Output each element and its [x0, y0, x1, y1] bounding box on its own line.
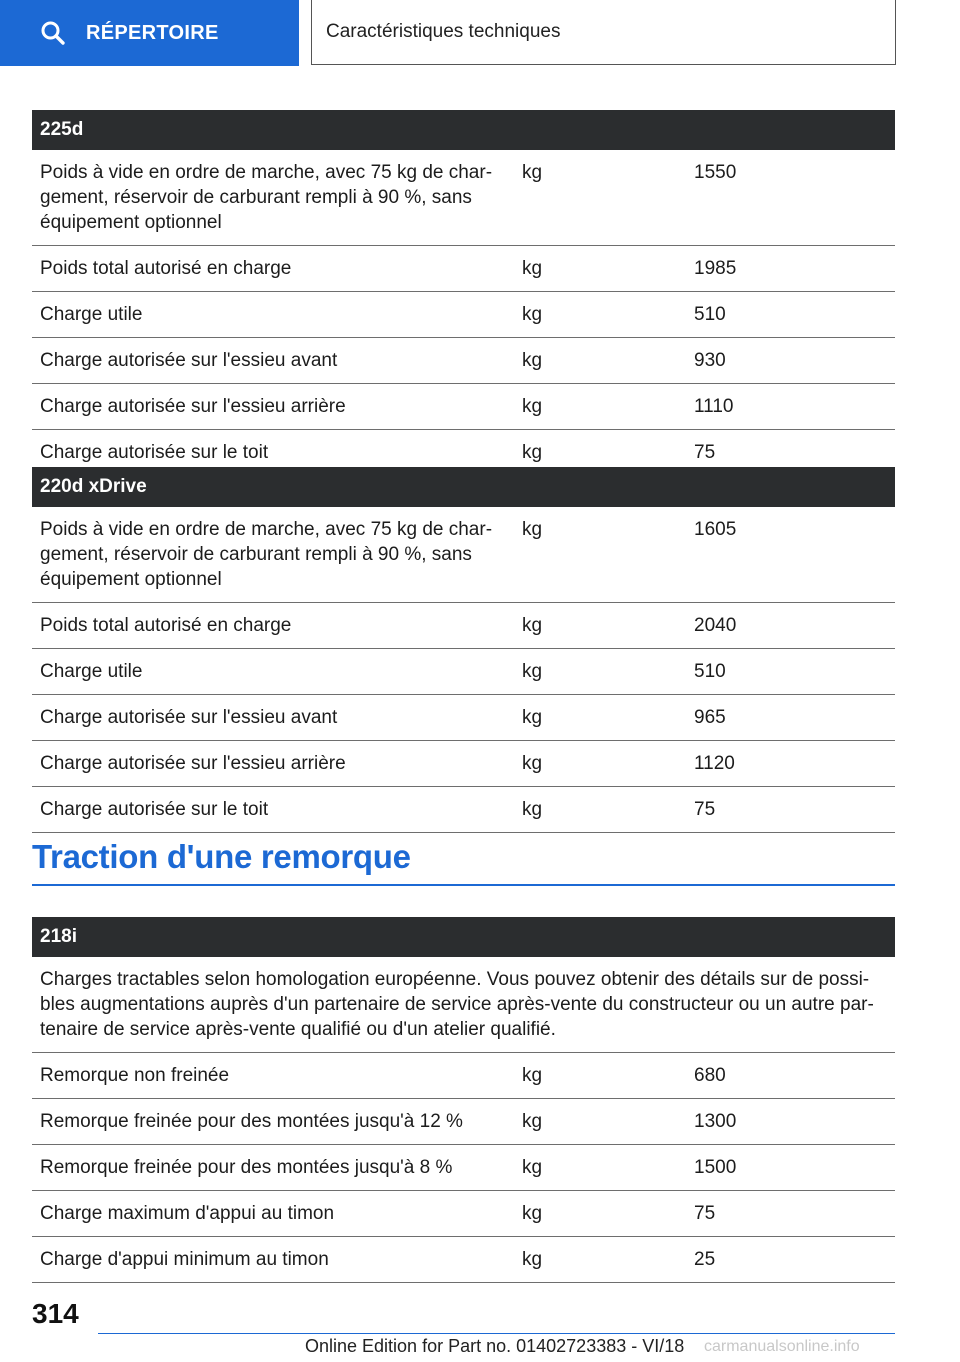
row-value: 1605 [686, 507, 895, 603]
row-value: 75 [686, 787, 895, 833]
row-value: 1300 [686, 1099, 895, 1145]
row-label: Poids total autorisé en charge [32, 603, 514, 649]
table-row [32, 1237, 895, 1283]
table-row [32, 1191, 895, 1237]
table-title: 225d [32, 110, 895, 150]
row-label: Remorque freinée pour des montées jusqu'à 8 % [32, 1145, 514, 1191]
row-label: Charge autorisée sur le toit [32, 430, 514, 476]
row-unit: kg [514, 1099, 686, 1145]
table-title: 220d xDrive [32, 467, 895, 507]
watermark: carmanualsonline.info [704, 1338, 860, 1355]
row-unit: kg [514, 430, 686, 476]
breadcrumb[interactable] [311, 0, 896, 65]
section-heading [32, 838, 895, 886]
row-label: Remorque freinée pour des montées jusqu'à 12 % [32, 1099, 514, 1145]
row-unit: kg [514, 741, 686, 787]
row-label: Charge maximum d'appui au timon [32, 1191, 514, 1237]
row-label: Charge utile [32, 292, 514, 338]
tow-note: Charges tractables selon homologation européenne. Vous pouvez obtenir des détails sur de possi- bles augmentations auprès d'un partenaire de service après-vente du constructeur ou un autre par- tenaire de service après-vente qualifié ou d'un atelier qualifié. [32, 957, 895, 1053]
row-unit: kg [514, 384, 686, 430]
directory-label: RÉPERTOIRE [86, 21, 219, 44]
row-unit: kg [514, 150, 686, 246]
row-label: Charge d'appui minimum au timon [32, 1237, 514, 1283]
row-value: 1550 [686, 150, 895, 246]
table-note-row [32, 957, 895, 1053]
section-title: Traction d'une remorque [32, 838, 411, 875]
row-label: Charge autorisée sur l'essieu avant [32, 695, 514, 741]
row-unit: kg [514, 1053, 686, 1099]
row-unit: kg [514, 338, 686, 384]
row-label: Charge autorisée sur le toit [32, 787, 514, 833]
table-title: 218i [32, 917, 895, 957]
row-unit: kg [514, 695, 686, 741]
row-value: 1110 [686, 384, 895, 430]
table-row [32, 649, 895, 695]
row-unit: kg [514, 246, 686, 292]
search-icon [40, 20, 66, 46]
row-value: 75 [686, 1191, 895, 1237]
row-label: Poids total autorisé en charge [32, 246, 514, 292]
footer-edition: Online Edition for Part no. 01402723383 - VI/18 [305, 1336, 685, 1356]
row-unit: kg [514, 1237, 686, 1283]
row-unit: kg [514, 1145, 686, 1191]
row-value: 930 [686, 338, 895, 384]
table-row [32, 603, 895, 649]
table-row [32, 338, 895, 384]
row-value: 510 [686, 649, 895, 695]
row-label: Charge utile [32, 649, 514, 695]
top-bar [0, 0, 960, 66]
table-row [32, 1099, 895, 1145]
spec-table-220d-xdrive [32, 467, 895, 833]
spec-table-225d [32, 110, 895, 476]
page-number: 314 [32, 1298, 79, 1329]
table-row [32, 1145, 895, 1191]
tow-table-218i [32, 917, 895, 1283]
table-row [32, 741, 895, 787]
table-row [32, 1053, 895, 1099]
row-label: Poids à vide en ordre de marche, avec 75 kg de char- gement, réservoir de carburant rempli à 90 %, sans équipement optionnel [32, 150, 514, 246]
table-row [32, 292, 895, 338]
row-label: Charge autorisée sur l'essieu avant [32, 338, 514, 384]
row-unit: kg [514, 292, 686, 338]
row-unit: kg [514, 603, 686, 649]
row-label: Poids à vide en ordre de marche, avec 75 kg de char- gement, réservoir de carburant rempli à 90 %, sans équipement optionnel [32, 507, 514, 603]
row-value: 2040 [686, 603, 895, 649]
row-unit: kg [514, 1191, 686, 1237]
row-unit: kg [514, 649, 686, 695]
table-row [32, 507, 895, 603]
row-value: 510 [686, 292, 895, 338]
row-value: 75 [686, 430, 895, 476]
row-label: Charge autorisée sur l'essieu arrière [32, 384, 514, 430]
row-value: 965 [686, 695, 895, 741]
row-value: 25 [686, 1237, 895, 1283]
row-value: 1120 [686, 741, 895, 787]
table-row [32, 384, 895, 430]
row-label: Charge autorisée sur l'essieu arrière [32, 741, 514, 787]
row-value: 1985 [686, 246, 895, 292]
row-value: 680 [686, 1053, 895, 1099]
table-row [32, 695, 895, 741]
directory-button[interactable] [0, 0, 299, 66]
table-row [32, 150, 895, 246]
breadcrumb-label: Caractéristiques techniques [326, 21, 561, 42]
footer-divider [98, 1333, 895, 1334]
row-unit: kg [514, 507, 686, 603]
table-row [32, 787, 895, 833]
table-row [32, 246, 895, 292]
row-value: 1500 [686, 1145, 895, 1191]
row-label: Remorque non freinée [32, 1053, 514, 1099]
row-unit: kg [514, 787, 686, 833]
